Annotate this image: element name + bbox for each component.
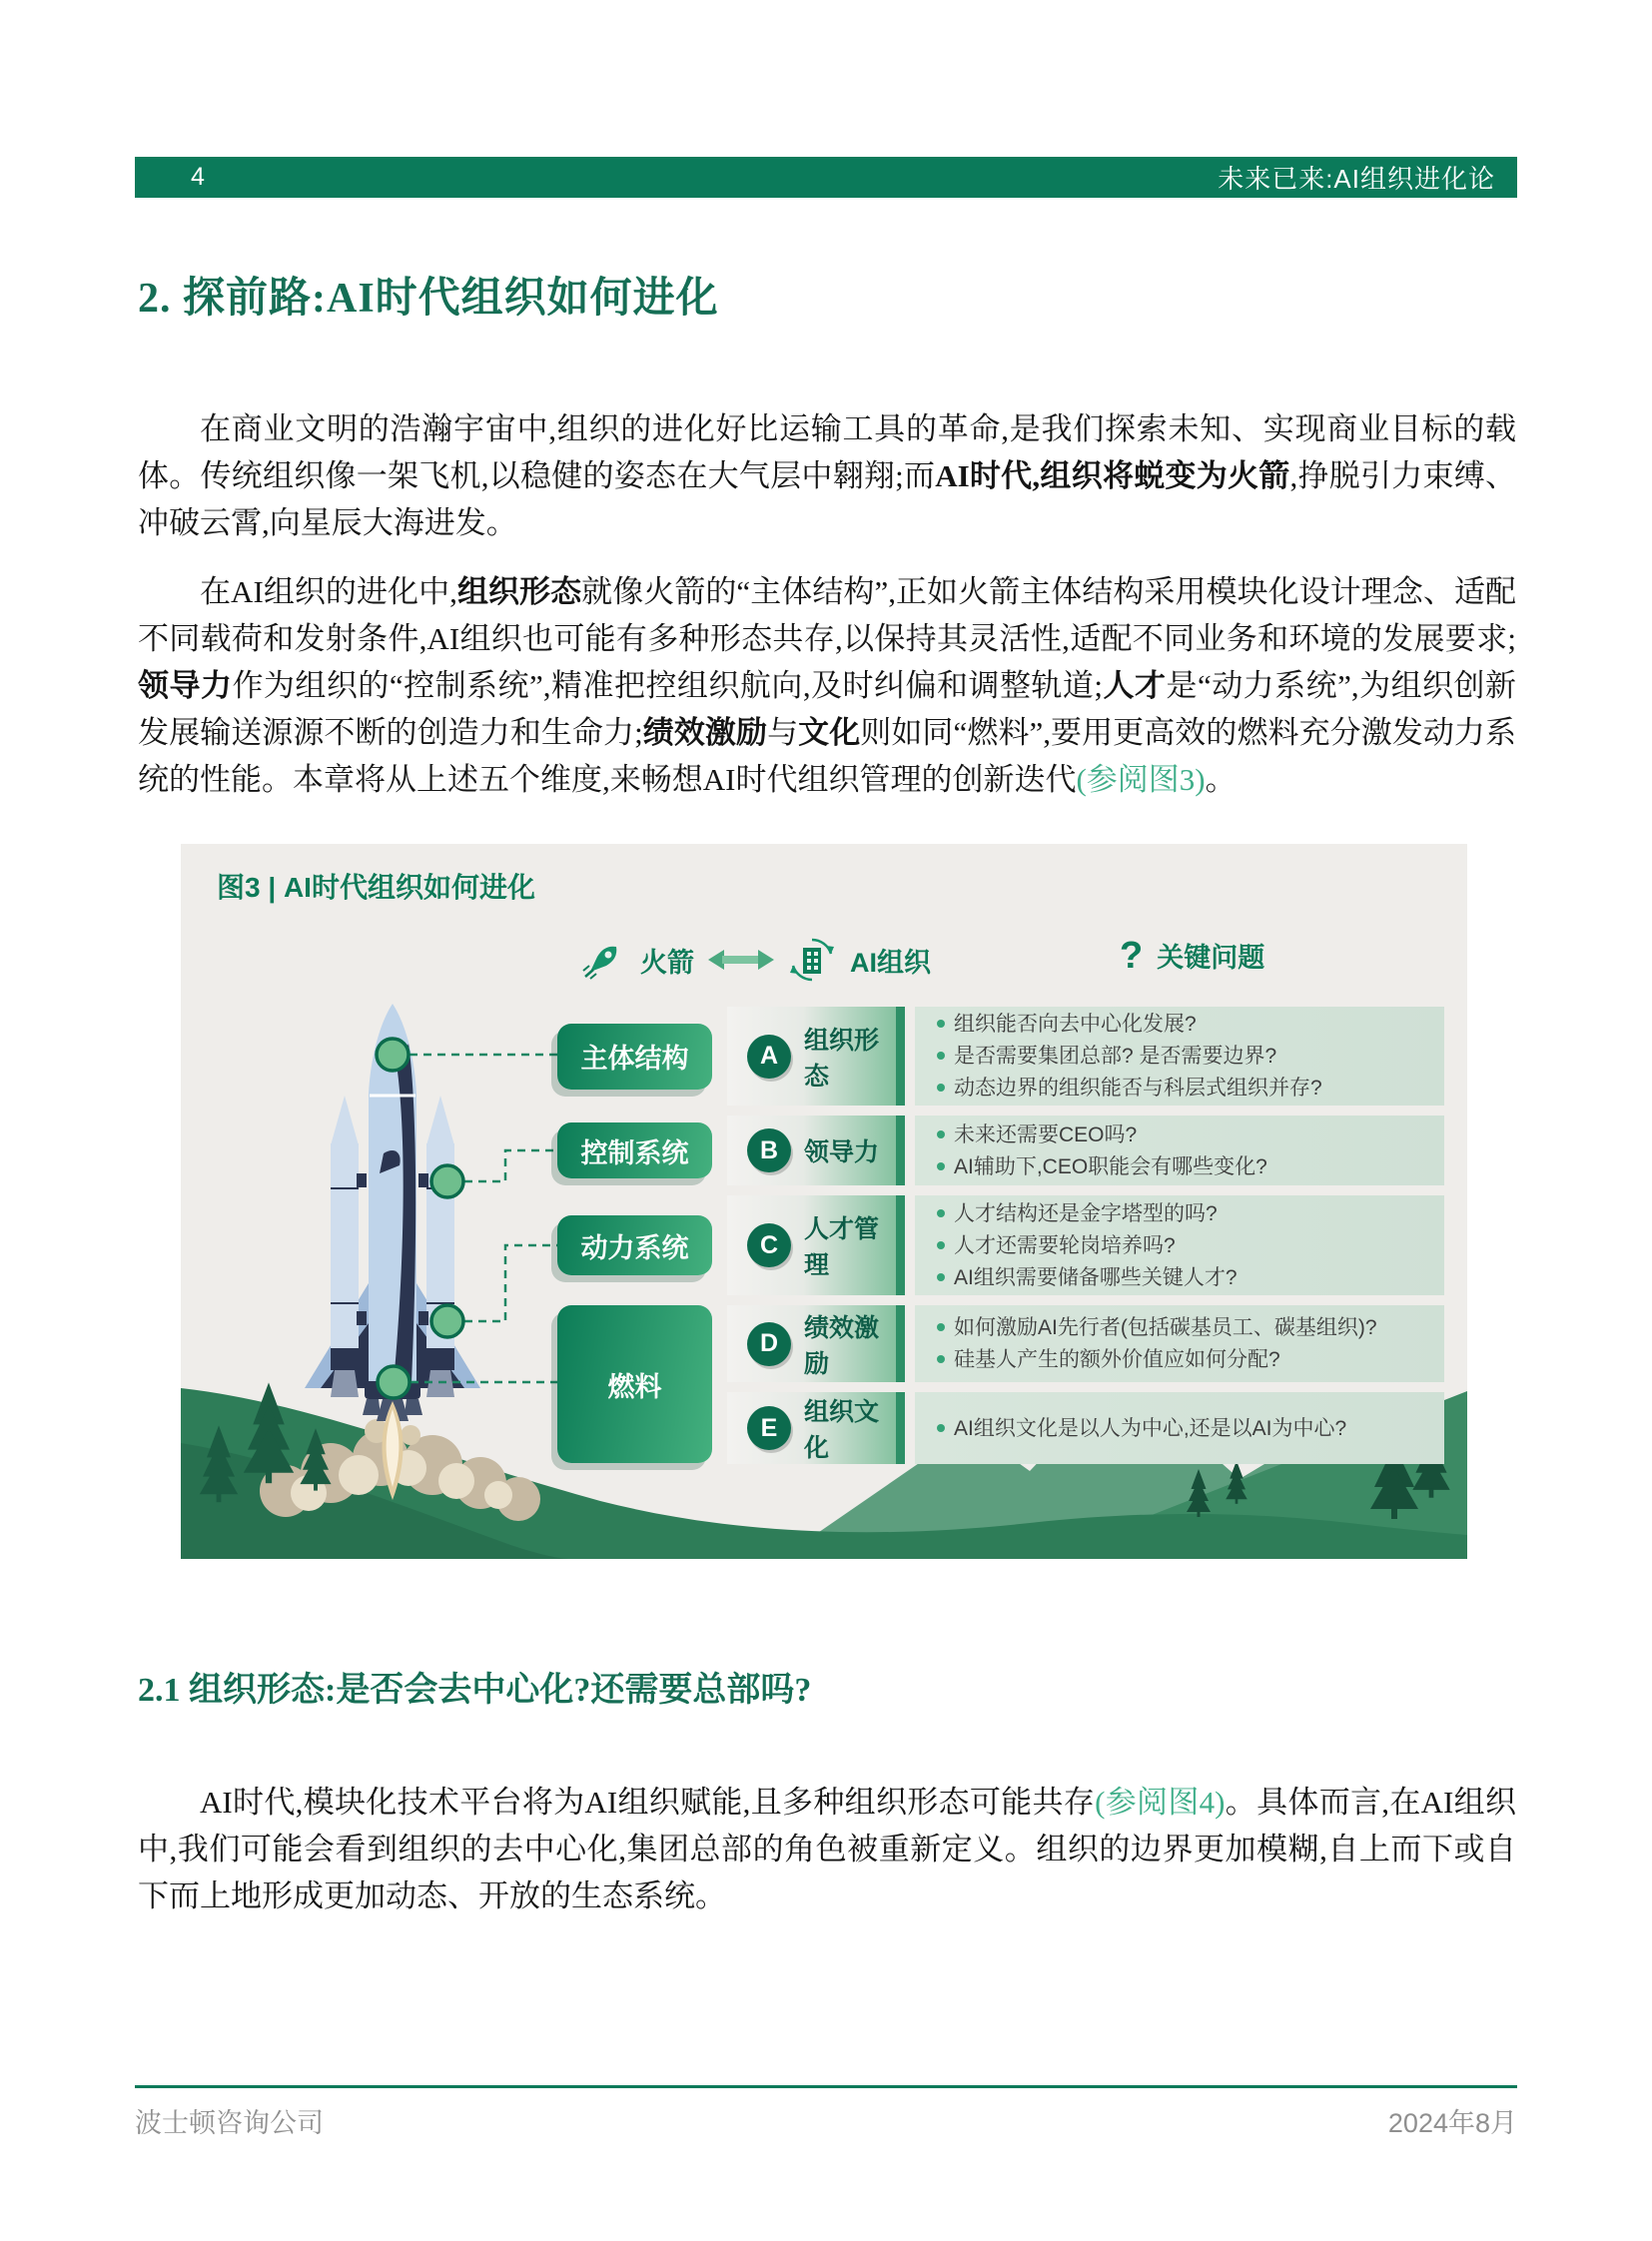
bullet-dot-icon (937, 1084, 945, 1092)
letter-badge: E (747, 1406, 791, 1450)
bullet-dot-icon (937, 1020, 945, 1028)
paragraph-text: 。 (1205, 762, 1237, 797)
question-bullet (937, 1074, 1422, 1103)
question-text: 组织能否向去中心化发展? (954, 1013, 1197, 1036)
figure-mapping-table (557, 1007, 1444, 1464)
figure-legend (582, 936, 931, 984)
question-text: AI组织需要储备哪些关键人才? (954, 1265, 1238, 1289)
table-row (557, 1116, 1444, 1185)
rocket-icon (582, 940, 626, 980)
dimension-label: 绩效激励 (804, 1313, 880, 1378)
paragraph-text-bold: 文化 (798, 715, 861, 750)
question-bullet (937, 1263, 1422, 1292)
figure-legend-questions (1120, 936, 1264, 975)
table-row (557, 1007, 1444, 1106)
letter-badge: B (747, 1128, 791, 1172)
legend-question-label: 关键问题 (1157, 943, 1265, 973)
bullet-dot-icon (937, 1273, 945, 1281)
paragraph-3 (138, 1779, 1516, 1919)
question-bullet (937, 1345, 1422, 1374)
question-bullet (937, 1152, 1422, 1181)
paragraph-text: 在AI组织的进化中, (200, 574, 457, 609)
paragraph-text: ,挣脱引力束缚、冲破云霄,向星辰大海进发。 (138, 458, 1516, 540)
paragraph-2 (138, 568, 1516, 803)
paragraph-text: 则如同“燃料”,要用更高效的燃料充分激发动力系统的性能。本章将从上述五个维度,来畅想AI时代组织管理的创新迭代 (138, 715, 1516, 797)
table-row (727, 1392, 1444, 1464)
table-row (557, 1195, 1444, 1295)
letter-badge: A (747, 1035, 791, 1079)
org-dimension-cell (727, 1195, 905, 1295)
paragraph-text: 是“动力系统”,为组织创新发展输送源源不断的创造力和生命力; (138, 668, 1517, 750)
paragraph-text: 与 (767, 715, 799, 750)
question-text: 未来还需要CEO吗? (954, 1122, 1138, 1146)
running-header-title: 未来已来:AI组织进化论 (1218, 164, 1495, 194)
question-text: 硅基人产生的额外价值应如何分配? (954, 1348, 1280, 1371)
paragraph-1 (138, 405, 1516, 546)
table-row (727, 1305, 1444, 1382)
bullet-dot-icon (937, 1162, 945, 1170)
paragraph-text: 就像火箭的“主体结构”,正如火箭主体结构采用模块化设计理念、适配不同载荷和发射条件,AI组织也可能有多种形态共存,以保持其灵活性,适配不同业务和环境的发展要求; (138, 574, 1517, 656)
bullet-dot-icon (937, 1052, 945, 1060)
paragraph-text-bold: 领导力 (138, 668, 233, 703)
figure-title: 图3 | AI时代组织如何进化 (217, 872, 535, 903)
dimension-label: 人才管理 (804, 1215, 880, 1279)
figure-3-panel (181, 844, 1467, 1559)
dimension-label: 组织文化 (804, 1398, 880, 1462)
paragraph-text: 在商业文明的浩瀚宇宙中,组织的进化好比运输工具的革命,是我们探索未知、实现商业目标的载体。传统组织像一架飞机,以稳健的姿态在大气层中翱翔;而 (138, 411, 1516, 493)
dimension-label: 组织形态 (804, 1026, 880, 1091)
question-bullet (937, 1231, 1422, 1260)
rocket-part-box: 主体结构 (557, 1024, 712, 1090)
question-bullet (937, 1313, 1422, 1342)
page-footer (135, 2101, 1517, 2140)
fuel-row-group (557, 1305, 1444, 1464)
paragraph-text-bold: AI时代,组织将蜕变为火箭 (935, 458, 1290, 493)
paragraph-text-bold: 人才 (1103, 668, 1167, 703)
paragraph-text-bold: 绩效激励 (642, 715, 768, 750)
section-heading: 2. 探前路:AI时代组织如何进化 (138, 276, 719, 322)
footer-divider (135, 2085, 1517, 2088)
legend-org-label: AI组织 (850, 947, 931, 978)
bullet-dot-icon (937, 1355, 945, 1363)
page-header-bar (135, 157, 1517, 198)
bullet-dot-icon (937, 1209, 945, 1217)
question-text: 动态边界的组织能否与科层式组织并存? (954, 1077, 1322, 1100)
letter-badge: C (747, 1223, 791, 1267)
question-text: 人才还需要轮岗培养吗? (954, 1233, 1176, 1257)
paragraph-text: 作为组织的“控制系统”,精准把控组织航向,及时纠偏和调整轨道; (232, 668, 1104, 703)
key-questions-cell (915, 1305, 1444, 1382)
question-text: 如何激励AI先行者(包括碳基员工、碳基组织)? (954, 1316, 1377, 1339)
footer-date: 2024年8月 (1387, 2108, 1517, 2138)
key-questions-cell (915, 1007, 1444, 1106)
figure4-reference-link[interactable]: (参阅图4) (1095, 1785, 1226, 1820)
rocket-part-box: 控制系统 (557, 1122, 712, 1178)
bullet-dot-icon (937, 1241, 945, 1249)
key-questions-cell (915, 1195, 1444, 1295)
question-text: AI组织文化是以人为中心,还是以AI为中心? (954, 1416, 1347, 1440)
double-arrow-icon (708, 947, 774, 973)
dimension-label: 领导力 (804, 1138, 880, 1166)
key-questions-cell (915, 1392, 1444, 1464)
page-number: 4 (191, 163, 205, 191)
org-dimension-cell (727, 1007, 905, 1106)
question-mark-icon: ? (1120, 934, 1144, 977)
figure3-reference-link[interactable]: (参阅图3) (1076, 762, 1206, 797)
footer-company: 波士顿咨询公司 (135, 2108, 324, 2138)
key-questions-cell (915, 1116, 1444, 1185)
bullet-dot-icon (937, 1424, 945, 1432)
paragraph-text: AI时代,模块化技术平台将为AI组织赋能,且多种组织形态可能共存 (200, 1785, 1096, 1820)
rocket-part-box: 动力系统 (557, 1215, 712, 1275)
rocket-part-box: 燃料 (557, 1305, 712, 1463)
org-dimension-cell (727, 1116, 905, 1185)
building-cycle-icon (788, 936, 836, 984)
question-bullet (937, 1120, 1422, 1149)
question-bullet (937, 1010, 1422, 1039)
question-text: 是否需要集团总部? 是否需要边界? (954, 1045, 1277, 1068)
legend-rocket-label: 火箭 (640, 947, 694, 978)
org-dimension-cell (727, 1392, 905, 1464)
question-text: 人才结构还是金字塔型的吗? (954, 1201, 1218, 1225)
letter-badge: D (747, 1322, 791, 1366)
bullet-dot-icon (937, 1323, 945, 1331)
question-bullet (937, 1042, 1422, 1071)
question-text: AI辅助下,CEO职能会有哪些变化? (954, 1154, 1267, 1178)
paragraph-text-bold: 组织形态 (456, 574, 582, 609)
org-dimension-cell (727, 1305, 905, 1382)
paragraph-text: 。具体而言,在AI组织中,我们可能会看到组织的去中心化,集团总部的角色被重新定义。组织的边界更加模糊,自上而下或自下而上地形成更加动态、开放的生态系统。 (138, 1785, 1516, 1913)
bullet-dot-icon (937, 1130, 945, 1138)
question-bullet (937, 1414, 1422, 1443)
question-bullet (937, 1199, 1422, 1228)
subsection-heading: 2.1 组织形态:是否会去中心化?还需要总部吗? (138, 1672, 812, 1709)
